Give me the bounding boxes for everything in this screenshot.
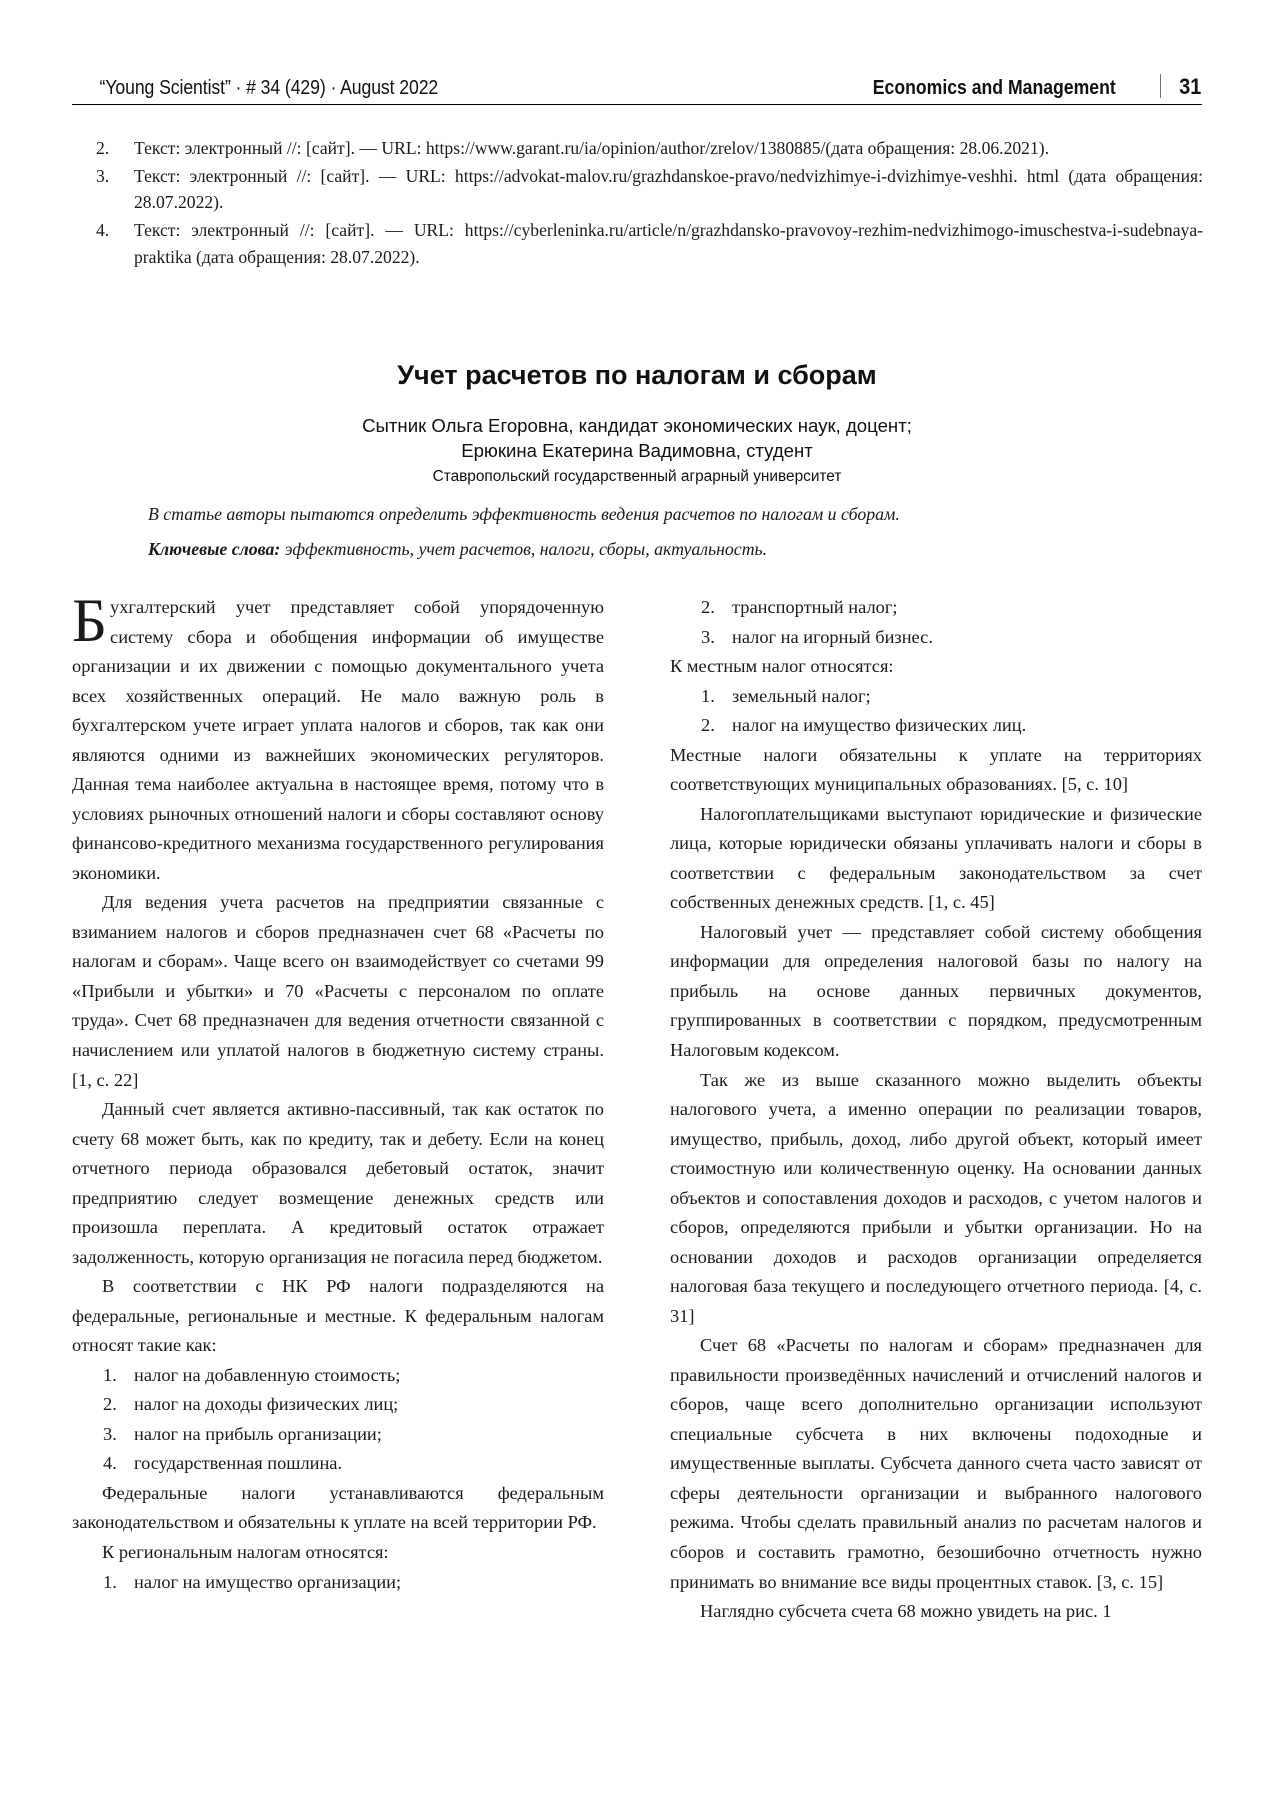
list-item-number: 1. bbox=[103, 1571, 117, 1592]
reference-text: Текст: электронный //: [сайт]. — URL: https://cyberleninka.ru/article/n/grazhdansko-pravovoy-rezhim-nedvizhimogo-imuschestva-i-sudebnaya-praktika (дата обращения: 28.07.2022). bbox=[134, 220, 1203, 267]
keywords-line bbox=[148, 535, 1128, 564]
body-paragraph: Данный счет является активно-пассивный, так как остаток по счету 68 может быть, как по кредиту, так и дебету. Если на конец отчетного периода образовался дебетовый остаток, значит предприятию следует возмещение денежных средств или произошла переплата. А кредитовый остаток отражает задолженность, которую организация не погасила перед бюджетом. bbox=[72, 1099, 604, 1267]
body-paragraph: К местным налог относятся: bbox=[670, 656, 894, 677]
list-item-number: 2. bbox=[701, 715, 715, 736]
list-item-number: 3. bbox=[701, 626, 715, 647]
body-paragraph: К региональным налогам относятся: bbox=[102, 1542, 389, 1562]
running-head-journal: “Young Scientist” · # 34 (429) · August 2022 bbox=[99, 76, 439, 99]
author-line-1: Сытник Ольга Егоровна, кандидат экономических наук, доцент; bbox=[362, 415, 912, 436]
list-item-label: налог на доходы физических лиц; bbox=[134, 1394, 399, 1415]
list-item-label: налог на имущество физических лиц. bbox=[732, 715, 1027, 736]
reference-number: 2. bbox=[96, 138, 110, 158]
reference-item bbox=[88, 135, 1203, 162]
list-item-number: 1. bbox=[103, 1364, 117, 1385]
body-paragraph: Налоговый учет — представляет собой систему обобщения информации для определения налоговой базы по налогу на прибыль на основе данных первичных документов, группированных в соответствии с порядком, предусмотренным Налоговым кодексом. bbox=[670, 921, 1202, 1060]
regional-taxes-list-continued bbox=[670, 593, 1202, 652]
list-item bbox=[72, 1449, 604, 1479]
body-paragraph-text: ухгалтерский учет представляет собой упорядоченную систему сбора и обобщения информации об имуществе организации и их движении с помощью документального учета всех хозяйственных операций. Не мало важную роль в бухгалтерском учете играет уплата налогов и сборов, так как они являются одними из важнейших экономических регуляторов. Данная тема наиболее актуальна в настоящее время, потому что в условиях рыночных отношений налоги и сборы составляют основу финансово-кредитного механизма государственного регулирования экономики. bbox=[72, 597, 604, 883]
reference-number: 4. bbox=[96, 220, 110, 241]
list-item-number: 4. bbox=[103, 1453, 117, 1474]
reference-text: Текст: электронный //: [сайт]. — URL: https://www.garant.ru/ia/opinion/author/zrelov/1380885/(дата обращения: 28.06.2021). bbox=[134, 138, 1050, 158]
list-item bbox=[72, 1420, 604, 1450]
keywords-text: эффективность, учет расчетов, налоги, сборы, актуальность. bbox=[280, 538, 768, 559]
list-item-label: государственная пошлина. bbox=[134, 1453, 343, 1474]
running-head-section: Economics and Management bbox=[872, 76, 1116, 99]
author-line-2: Ерюкина Екатерина Вадимовна, студент bbox=[461, 440, 813, 462]
federal-taxes-list bbox=[72, 1361, 604, 1479]
list-item-label: земельный налог; bbox=[732, 685, 871, 706]
running-head-right bbox=[853, 70, 1202, 100]
drop-cap: Б bbox=[72, 588, 108, 655]
list-item bbox=[670, 623, 1202, 653]
body-paragraph: Для ведения учета расчетов на предприятии связанные с взиманием налогов и сборов предназначен счет 68 «Расчеты по налогам и сборам». Чаще всего он взаимодействует со счетами 99 «Прибыли и убытки» и 70 «Расчеты с персоналом по оплате труда». Счет 68 предназначен для ведения отчетности связанной с начислением или уплатой налогов в бюджетную систему страны. [1, с. 22] bbox=[72, 892, 604, 1090]
column-left bbox=[72, 588, 604, 1733]
reference-number: 3. bbox=[96, 165, 110, 186]
list-item-label: налог на игорный бизнес. bbox=[732, 626, 933, 647]
article-title: Учет расчетов по налогам и сборам bbox=[397, 360, 877, 390]
abstract-text: В статье авторы пытаются определить эффективность ведения расчетов по налогам и сборам. bbox=[148, 504, 900, 524]
article-title-block bbox=[72, 360, 1202, 487]
affiliation: Ставропольский государственный аграрный университет bbox=[432, 468, 842, 486]
body-paragraph: Местные налоги обязательны к уплате на территориях соответствующих муниципальных образованиях. [5, с. 10] bbox=[670, 744, 1202, 795]
list-item-number: 2. bbox=[701, 597, 715, 617]
header-rule bbox=[72, 104, 1202, 105]
reference-item bbox=[88, 217, 1203, 270]
list-item bbox=[670, 593, 1202, 623]
list-item-label: налог на прибыль организации; bbox=[134, 1423, 382, 1444]
body-paragraph: Федеральные налоги устанавливаются федеральным законодательством и обязательны к уплате на всей территории РФ. bbox=[72, 1482, 604, 1533]
local-taxes-list bbox=[670, 682, 1202, 741]
list-item-number: 3. bbox=[103, 1423, 117, 1444]
list-item bbox=[72, 1568, 604, 1598]
body-paragraph: Наглядно субсчета счета 68 можно увидеть на рис. 1 bbox=[700, 1601, 1112, 1622]
list-item bbox=[670, 711, 1202, 741]
list-item bbox=[72, 1390, 604, 1420]
page-number: 31 bbox=[1178, 74, 1201, 99]
reference-list bbox=[88, 135, 1203, 272]
body-columns bbox=[72, 588, 1202, 1733]
list-item bbox=[72, 1361, 604, 1391]
list-item-number: 2. bbox=[103, 1394, 117, 1415]
body-paragraph bbox=[72, 588, 604, 888]
column-right bbox=[670, 593, 1202, 1733]
list-item-number: 1. bbox=[701, 685, 715, 706]
body-paragraph: Счет 68 «Расчеты по налогам и сборам» предназначен для правильности произведённых начислений и отчислений налогов и сборов, чаще всего дополнительно организации используют специальные субсчета в них включены подоходные и имущественные выплаты. Субсчета данного счета часто зависят от сферы деятельности организации и выбранного налогового режима. Чтобы сделать правильный анализ по расчетам налогов и сборов и составить грамотно, безошибочно отчетность нужно принимать во внимание все виды процентных ставок. [3, с. 15] bbox=[670, 1335, 1202, 1592]
reference-text: Текст: электронный //: [сайт]. — URL: https://advokat-malov.ru/grazhdanskoe-pravo/nedvizhimye-i-dvizhimye-veshhi. html (дата обращения: 28.07.2022). bbox=[134, 165, 1203, 213]
regional-taxes-list bbox=[72, 1568, 604, 1598]
body-paragraph: Налогоплательщиками выступают юридические и физические лица, которые юридически обязаны уплачивать налоги и сборы в соответствии с федеральным законодательством за счет собственных денежных средств. [1, с. 45] bbox=[670, 803, 1202, 913]
list-item-label: налог на имущество организации; bbox=[134, 1571, 402, 1592]
list-item-label: налог на добавленную стоимость; bbox=[134, 1364, 401, 1385]
running-head bbox=[72, 70, 1202, 100]
reference-item bbox=[88, 163, 1203, 216]
list-item bbox=[670, 682, 1202, 712]
abstract-block bbox=[148, 500, 1128, 570]
running-head-divider bbox=[1160, 74, 1161, 98]
list-item-label: транспортный налог; bbox=[732, 597, 898, 617]
body-paragraph: Так же из выше сказанного можно выделить объекты налогового учета, а именно операции по реализации товаров, имущество, прибыль, доход, либо другой объект, который имеет стоимостную или количественную оценку. На основании данных объектов и сопоставления доходов и расходов, с учетом налогов и сборов, определяются прибыли и убытки организации. Но на основании доходов и расходов организации определяется налоговая база текущего и последующего отчетного периода. [4, с. 31] bbox=[670, 1069, 1202, 1326]
body-paragraph: В соответствии с НК РФ налоги подразделяются на федеральные, региональные и местные. К федеральным налогам относят такие как: bbox=[72, 1276, 604, 1356]
keywords-label: Ключевые слова: bbox=[148, 538, 281, 559]
